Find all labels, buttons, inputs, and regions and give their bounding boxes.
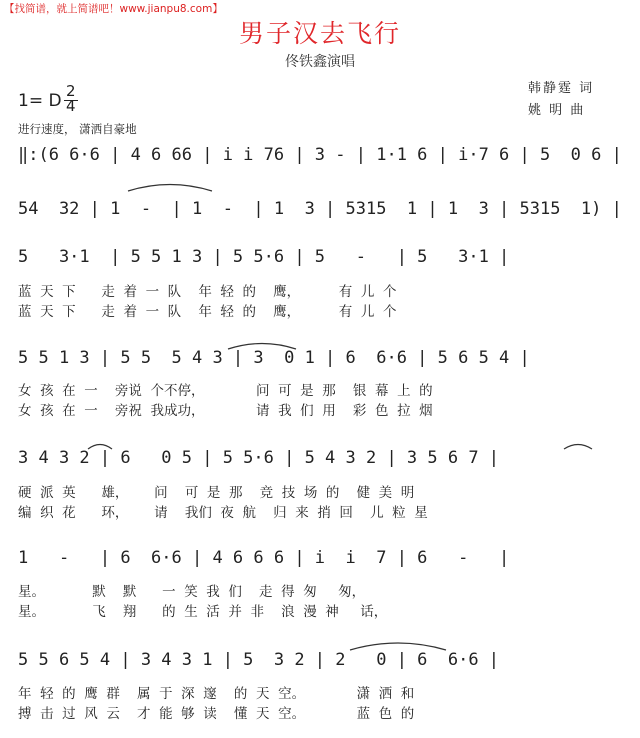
- lyric-row-6-verse-1: 星。 默 默 一 笑 我 们 走 得 匆 匆，: [18, 584, 366, 600]
- notation-row-4: 5 5 1 3 | 5 5 5 4 3 | 3 0 1 | 6 6·6 | 5 6 5 4 |: [18, 348, 530, 368]
- time-signature-bottom: 4: [66, 97, 76, 115]
- notation-row-2: 54 32 | 1 - | 1 - | 1 3 | 5315 1 | 1 3 | 5315 1) |: [18, 199, 622, 219]
- lyricist-credit: 韩静霆 词: [528, 81, 595, 96]
- tempo-marking: 进行速度， 潇洒自豪地: [18, 122, 137, 136]
- lyric-row-3-verse-1: 蓝 天 下 走 着 一 队 年 轻 的 鹰， 有 儿 个: [18, 284, 397, 300]
- site-watermark: 【找简谱，就上简谱吧！www.jianpu8.com】: [4, 3, 223, 15]
- lyric-row-7-verse-1: 年 轻 的 鹰 群 属 于 深 邃 的 天 空。 潇 洒 和: [18, 686, 415, 702]
- lyric-row-5-verse-2: 编 织 花 环， 请 我们 夜 航 归 来 捎 回 儿 粒 星: [18, 505, 428, 521]
- slur-arc-2: [564, 445, 592, 450]
- slur-arc-1: [88, 445, 112, 450]
- lyric-row-7-verse-2: 搏 击 过 风 云 才 能 够 读 懂 天 空。 蓝 色 的: [18, 706, 415, 722]
- tie-arc-2: [228, 344, 296, 350]
- time-signature-top: 2: [66, 82, 76, 100]
- notation-row-7: 5 5 6 5 4 | 3 4 3 1 | 5 3 2 | 2 0 | 6 6·6 |: [18, 650, 500, 670]
- notation-row-3: 5 3·1 | 5 5 1 3 | 5 5·6 | 5 - | 5 3·1 |: [18, 247, 510, 267]
- notation-row-1: ‖:(6 6·6 | 4 6 66 | i i 76 | 3 - | 1·1 6 | i·7 6 | 5 0 6 |: [18, 145, 622, 165]
- tie-arc-1: [128, 185, 212, 192]
- song-title: 男子汉去飞行: [238, 19, 401, 48]
- performer-credit: 佟铁鑫演唱: [285, 54, 355, 70]
- lyric-row-3-verse-2: 蓝 天 下 走 着 一 队 年 轻 的 鹰， 有 儿 个: [18, 304, 397, 320]
- notation-row-6: 1 - | 6 6·6 | 4 6 6 6 | i i 7 | 6 - |: [18, 548, 510, 568]
- key-signature: 1= D: [18, 91, 62, 111]
- lyric-row-4-verse-1: 女 孩 在 一 旁说 个不停， 问 可 是 那 银 幕 上 的: [18, 383, 433, 399]
- lyric-row-6-verse-2: 星。 飞 翔 的 生 活 并 非 浪 漫 神 话，: [18, 604, 388, 620]
- composer-credit: 姚 明 曲: [528, 103, 586, 118]
- lyric-row-5-verse-1: 硬 派 英 雄， 问 可 是 那 竞 技 场 的 健 美 明: [18, 485, 415, 501]
- tie-arc-3: [350, 643, 446, 650]
- lyric-row-4-verse-2: 女 孩 在 一 旁祝 我成功， 请 我 们 用 彩 色 拉 烟: [18, 403, 433, 419]
- notation-row-5: 3 4 3 2 | 6 0 5 | 5 5·6 | 5 4 3 2 | 3 5 6 7 |: [18, 448, 500, 468]
